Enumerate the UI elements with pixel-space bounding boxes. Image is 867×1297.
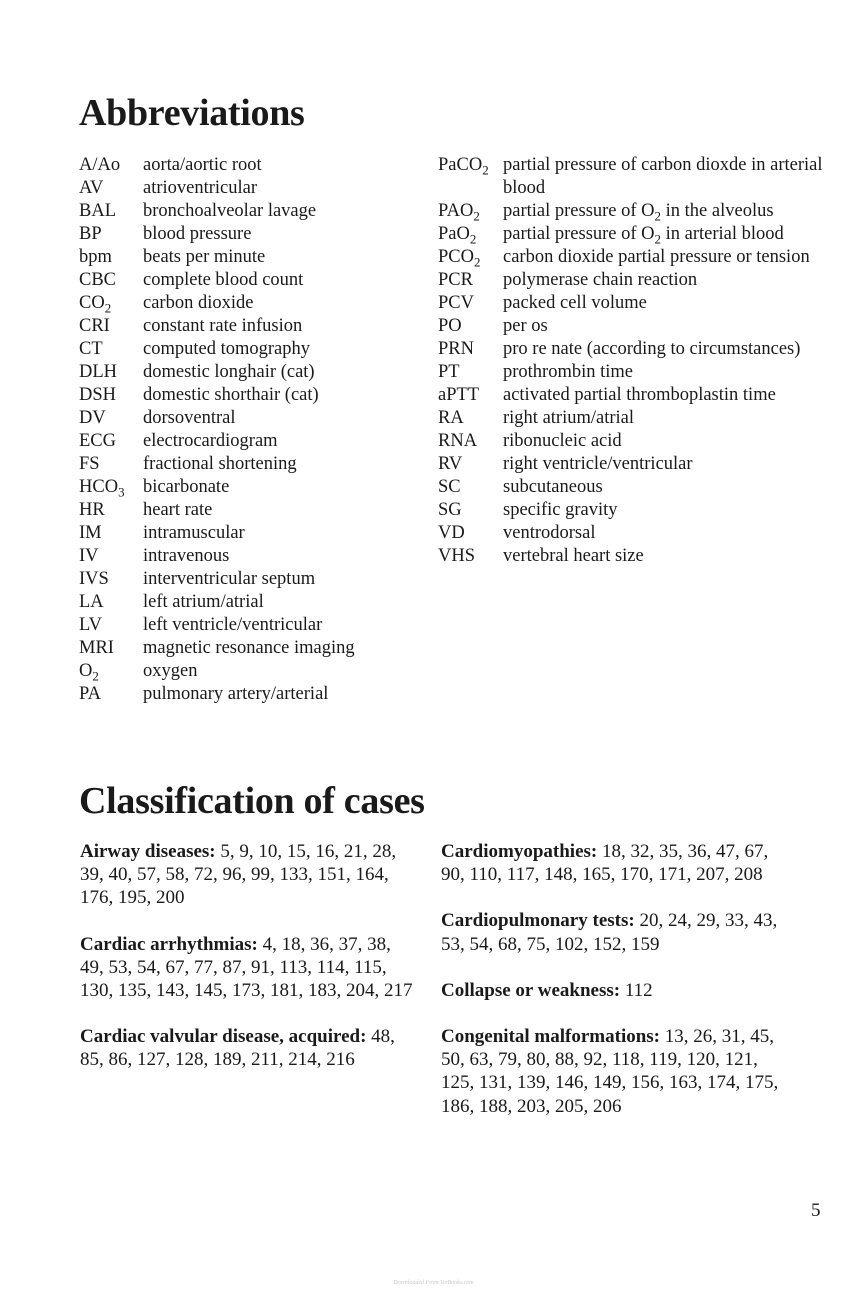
abbreviation-row [438, 545, 838, 568]
abbreviation-row [438, 407, 838, 430]
footer-download-note: Downloaded From VetBooks.com [393, 1280, 474, 1286]
abbreviation-definition: bicarbonate [143, 477, 230, 497]
abbreviation-definition: ventrodorsal [503, 523, 596, 543]
abbreviation-row [438, 384, 838, 407]
abbreviation-definition: partial pressure of $O_2$ in arterial blood [503, 224, 784, 247]
abbreviation-definition: aorta/aortic root [143, 155, 262, 175]
classification-category: Airway diseases: [80, 841, 216, 862]
classification-entry [441, 909, 786, 955]
abbreviation-row [79, 200, 419, 223]
classification-case-numbers: 13, 26, 31, 45, 50, 63, 79, 80, 88, 92, 118, 119, 120, 121, 125, 131, 139, 146, 149, 156, 163, 174, 175, 186, 188, 203, 205, 206 [441, 1026, 779, 1117]
abbreviation-definition: magnetic resonance imaging [143, 638, 355, 658]
abbreviation-term: CRI [79, 316, 110, 336]
abbreviation-row [438, 315, 838, 338]
classification-entry [80, 840, 415, 910]
abbreviation-row [438, 223, 838, 246]
abbreviation-row [79, 269, 419, 292]
abbreviation-definition: dorsoventral [143, 408, 236, 428]
abbreviation-row [438, 453, 838, 476]
abbreviation-row [79, 177, 419, 200]
abbreviation-definition: atrioventricular [143, 178, 258, 198]
abbreviation-row [438, 499, 838, 522]
abbreviation-term: PaCO$_2$ [438, 155, 489, 178]
classification-entry [80, 933, 415, 1003]
abbreviation-row [438, 154, 838, 200]
abbreviation-term: VD [438, 523, 465, 543]
abbreviation-row [438, 430, 838, 453]
abbreviation-definition: pulmonary artery/arterial [143, 684, 329, 704]
abbreviation-row [79, 476, 419, 499]
abbreviation-row [79, 683, 419, 706]
abbreviation-definition: beats per minute [143, 247, 266, 267]
abbreviation-term: FS [79, 454, 100, 474]
abbreviation-definition: polymerase chain reaction [503, 270, 698, 290]
abbreviation-term: PRN [438, 339, 474, 359]
abbreviation-row [79, 430, 419, 453]
abbreviation-term: PO [438, 316, 462, 336]
classification-category: Cardiopulmonary tests: [441, 910, 635, 932]
classification-category: Cardiomyopathies: [441, 841, 598, 862]
abbreviation-term: $HCO_3$ [79, 477, 125, 500]
abbreviation-term: aPTT [438, 385, 480, 405]
abbreviation-term: VHS [438, 546, 476, 566]
abbreviation-row [79, 154, 419, 177]
abbreviation-definition: domestic longhair (cat) [143, 362, 315, 382]
classification-entry [441, 1025, 786, 1118]
abbreviation-row [79, 522, 419, 545]
abbreviation-row [79, 223, 419, 246]
abbreviation-definition: activated partial thromboplastin time [503, 385, 776, 405]
classification-case-numbers: 18, 32, 35, 36, 47, 67, 90, 110, 117, 148, 165, 170, 171, 207, 208 [441, 841, 769, 886]
abbreviation-definition: vertebral heart size [503, 546, 644, 566]
abbreviation-term: HR [79, 500, 105, 520]
classification-category: Collapse or weakness: [441, 979, 621, 1001]
abbreviation-term: BP [79, 224, 102, 244]
abbreviation-row [438, 292, 838, 315]
abbreviation-row [79, 246, 419, 269]
abbreviation-definition: pro re nate (according to circumstances) [503, 339, 801, 359]
abbreviation-definition: fractional shortening [143, 454, 297, 474]
abbreviation-term: IVS [79, 569, 109, 589]
abbreviation-term: $PAO_2$ [438, 201, 480, 224]
abbreviation-term: SG [438, 500, 462, 520]
abbreviation-row [79, 660, 419, 683]
classification-heading: Classification of cases [79, 780, 425, 822]
abbreviation-row [438, 338, 838, 361]
abbreviation-definition: partial pressure of $O_2$ in the alveolus [503, 201, 774, 224]
abbreviation-term: DLH [79, 362, 118, 382]
abbreviation-row [79, 591, 419, 614]
classification-entry [80, 1025, 415, 1071]
abbreviation-row [438, 522, 838, 545]
classification-case-numbers: 112 [620, 979, 653, 1001]
abbreviation-term: $PCO_2$ [438, 247, 481, 270]
abbreviation-term: PCV [438, 293, 474, 313]
abbreviation-term: ECG [79, 431, 116, 451]
abbreviation-definition: electrocardiogram [143, 431, 278, 451]
abbreviations-left-column [79, 154, 419, 706]
abbreviation-row [438, 200, 838, 223]
abbreviation-definition: ribonucleic acid [503, 431, 622, 451]
abbreviation-term: IM [79, 523, 102, 543]
abbreviation-row [79, 292, 419, 315]
abbreviation-term: PA [79, 684, 101, 704]
classification-case-numbers: 48, 85, 86, 127, 128, 189, 211, 214, 216 [80, 1026, 395, 1071]
classification-category: Congenital malformations: [441, 1026, 661, 1048]
abbreviation-term: IV [79, 546, 99, 566]
abbreviation-row [79, 407, 419, 430]
abbreviation-term: A/Ao [79, 155, 121, 175]
abbreviation-row [79, 499, 419, 522]
abbreviation-term: DV [79, 408, 106, 428]
abbreviation-term: $O_2$ [79, 661, 99, 684]
abbreviation-term: CT [79, 339, 103, 359]
abbreviation-definition: interventricular septum [143, 569, 316, 589]
abbreviation-row [79, 637, 419, 660]
abbreviation-definition: left atrium/atrial [143, 592, 264, 612]
abbreviations-right-column [438, 154, 838, 568]
abbreviation-definition: bronchoalveolar lavage [143, 201, 317, 221]
abbreviation-definition: oxygen [143, 661, 198, 681]
abbreviation-row [79, 614, 419, 637]
abbreviation-row [79, 545, 419, 568]
abbreviation-term: PT [438, 362, 460, 382]
abbreviation-row [438, 476, 838, 499]
page-number: 5 [811, 1200, 821, 1221]
classification-entry [441, 840, 786, 886]
abbreviation-term: bpm [79, 247, 112, 267]
abbreviation-definition: subcutaneous [503, 477, 603, 497]
abbreviation-term: MRI [79, 638, 114, 658]
abbreviation-definition: partial pressure of carbon dioxde in arterial blood [503, 155, 823, 198]
abbreviation-term: $CO_2$ [79, 293, 112, 316]
abbreviation-definition: carbon dioxide partial pressure or tension [503, 247, 810, 267]
abbreviation-row [79, 315, 419, 338]
abbreviation-definition: specific gravity [503, 500, 618, 520]
abbreviation-definition: intravenous [143, 546, 230, 566]
classification-category: Cardiac arrhythmias: [80, 933, 258, 955]
abbreviation-term: RNA [438, 431, 478, 451]
abbreviation-term: BAL [79, 201, 116, 221]
abbreviation-definition: constant rate infusion [143, 316, 303, 336]
abbreviation-term: LA [79, 592, 104, 612]
abbreviation-definition: domestic shorthair (cat) [143, 385, 319, 405]
classification-category: Cardiac valvular disease, acquired: [80, 1026, 367, 1048]
abbreviation-definition: right atrium/atrial [503, 408, 634, 428]
classification-entry [441, 979, 786, 1002]
abbreviation-definition: per os [503, 316, 548, 336]
abbreviation-definition: carbon dioxide [143, 293, 254, 313]
abbreviation-row [79, 361, 419, 384]
abbreviation-row [79, 453, 419, 476]
abbreviation-term: AV [79, 178, 104, 198]
abbreviation-row [79, 384, 419, 407]
abbreviation-row [438, 269, 838, 292]
abbreviation-term: LV [79, 615, 102, 635]
abbreviation-definition: packed cell volume [503, 293, 647, 313]
abbreviation-term: RV [438, 454, 463, 474]
abbreviation-definition: intramuscular [143, 523, 245, 543]
abbreviation-row [79, 568, 419, 591]
abbreviation-term: SC [438, 477, 461, 497]
abbreviation-definition: right ventricle/ventricular [503, 454, 693, 474]
abbreviation-definition: blood pressure [143, 224, 252, 244]
abbreviation-definition: prothrombin time [503, 362, 633, 382]
abbreviation-term: RA [438, 408, 464, 428]
abbreviation-term: PaO$_2$ [438, 224, 477, 247]
abbreviation-term: CBC [79, 270, 117, 290]
classification-case-numbers: 4, 18, 36, 37, 38, 49, 53, 54, 67, 77, 87, 91, 113, 114, 115, 130, 135, 143, 145, 173, 181, 183, 204, 217 [80, 933, 413, 1002]
classification-case-numbers: 20, 24, 29, 33, 43, 53, 54, 68, 75, 102, 152, 159 [441, 910, 778, 955]
abbreviation-row [438, 361, 838, 384]
abbreviation-definition: complete blood count [143, 270, 304, 290]
classification-right-column [441, 840, 786, 1141]
classification-left-column [80, 840, 415, 1095]
classification-case-numbers: 5, 9, 10, 15, 16, 21, 28, 39, 40, 57, 58, 72, 96, 99, 133, 151, 164, 176, 195, 200 [80, 841, 397, 909]
abbreviation-term: DSH [79, 385, 117, 405]
abbreviation-definition: left ventricle/ventricular [143, 615, 323, 635]
abbreviation-row [438, 246, 838, 269]
abbreviation-definition: computed tomography [143, 339, 310, 359]
abbreviation-row [79, 338, 419, 361]
abbreviation-definition: heart rate [143, 500, 213, 520]
abbreviations-heading: Abbreviations [79, 92, 305, 134]
abbreviation-term: PCR [438, 270, 473, 290]
